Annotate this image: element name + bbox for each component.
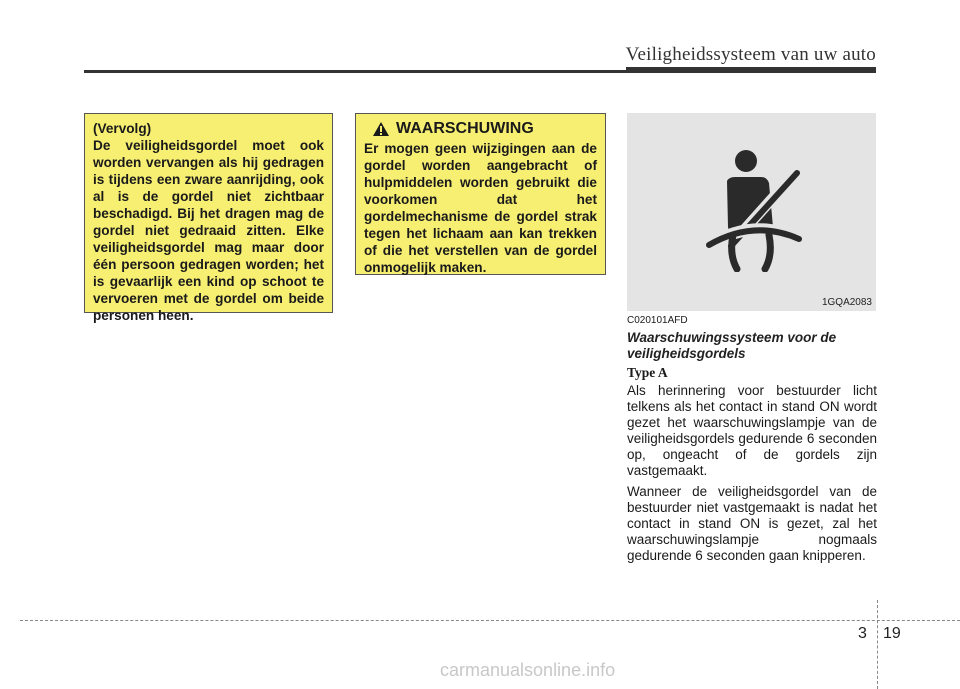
section-paragraph-1: Als herinnering voor bestuurder licht telkens als het contact in stand ON wordt gezet het waarschuwingslampje van de veiligheidsgordels gedurende 6 seconden op, ongeacht of de gordels zijn vastgemaakt. bbox=[627, 383, 877, 478]
warning-box bbox=[355, 113, 606, 275]
section-code: C020101AFD bbox=[627, 315, 688, 326]
seatbelt-warning-icon bbox=[699, 147, 809, 272]
header-rule-accent bbox=[626, 67, 876, 73]
warning-triangle-icon bbox=[372, 121, 390, 137]
warning-text: Er mogen geen wijzigingen aan de gordel worden aangebracht of hulpmiddelen worden gebruikt die voorkomen dat het gordelmechanisme de gordel strak tegen het lichaam aan kan trekken of die het verstellen van de gordel onmogelijk maken. bbox=[364, 141, 597, 275]
figure-code: 1GQA2083 bbox=[821, 297, 872, 308]
warning-header bbox=[372, 120, 597, 137]
footer-vertical-rule bbox=[877, 600, 878, 689]
section-title: Waarschuwingssysteem voor de veiligheidsgordels bbox=[627, 330, 837, 361]
type-label: Type A bbox=[627, 365, 668, 380]
page-number: 19 bbox=[883, 625, 901, 642]
continued-caution-box bbox=[84, 113, 333, 323]
watermark: carmanualsonline.info bbox=[440, 660, 616, 680]
header-title: Veiligheidssysteem van uw auto bbox=[625, 44, 876, 65]
section-paragraph-2: Wanneer de veiligheidsgordel van de bestuurder niet vastgemaakt is nadat het contact in stand ON is gezet, zal het waarschuwingslampje nogmaals gedurende 6 seconden gaan knipperen. bbox=[627, 484, 877, 563]
footer-dashed-rule bbox=[20, 620, 960, 621]
continued-text: De veiligheidsgordel moet ook worden vervangen als hij gedragen is tijdens een zware aanrijding, ook al is de gordel niet zichtbaar beschadigd. Bij het dragen mag de gordel niet gedraaid zitten. Elke veiligheidsgordel mag maar door één persoon gedragen worden; het is gevaarlijk een kind op schoot te vervoeren met de gordel om beide personen heen. bbox=[93, 138, 324, 323]
warning-title: WAARSCHUWING bbox=[396, 120, 534, 137]
figure-panel bbox=[627, 113, 876, 311]
continued-label: (Vervolg) bbox=[93, 121, 152, 136]
section-number: 3 bbox=[858, 625, 867, 642]
seatbelt-warning-section bbox=[627, 315, 877, 569]
